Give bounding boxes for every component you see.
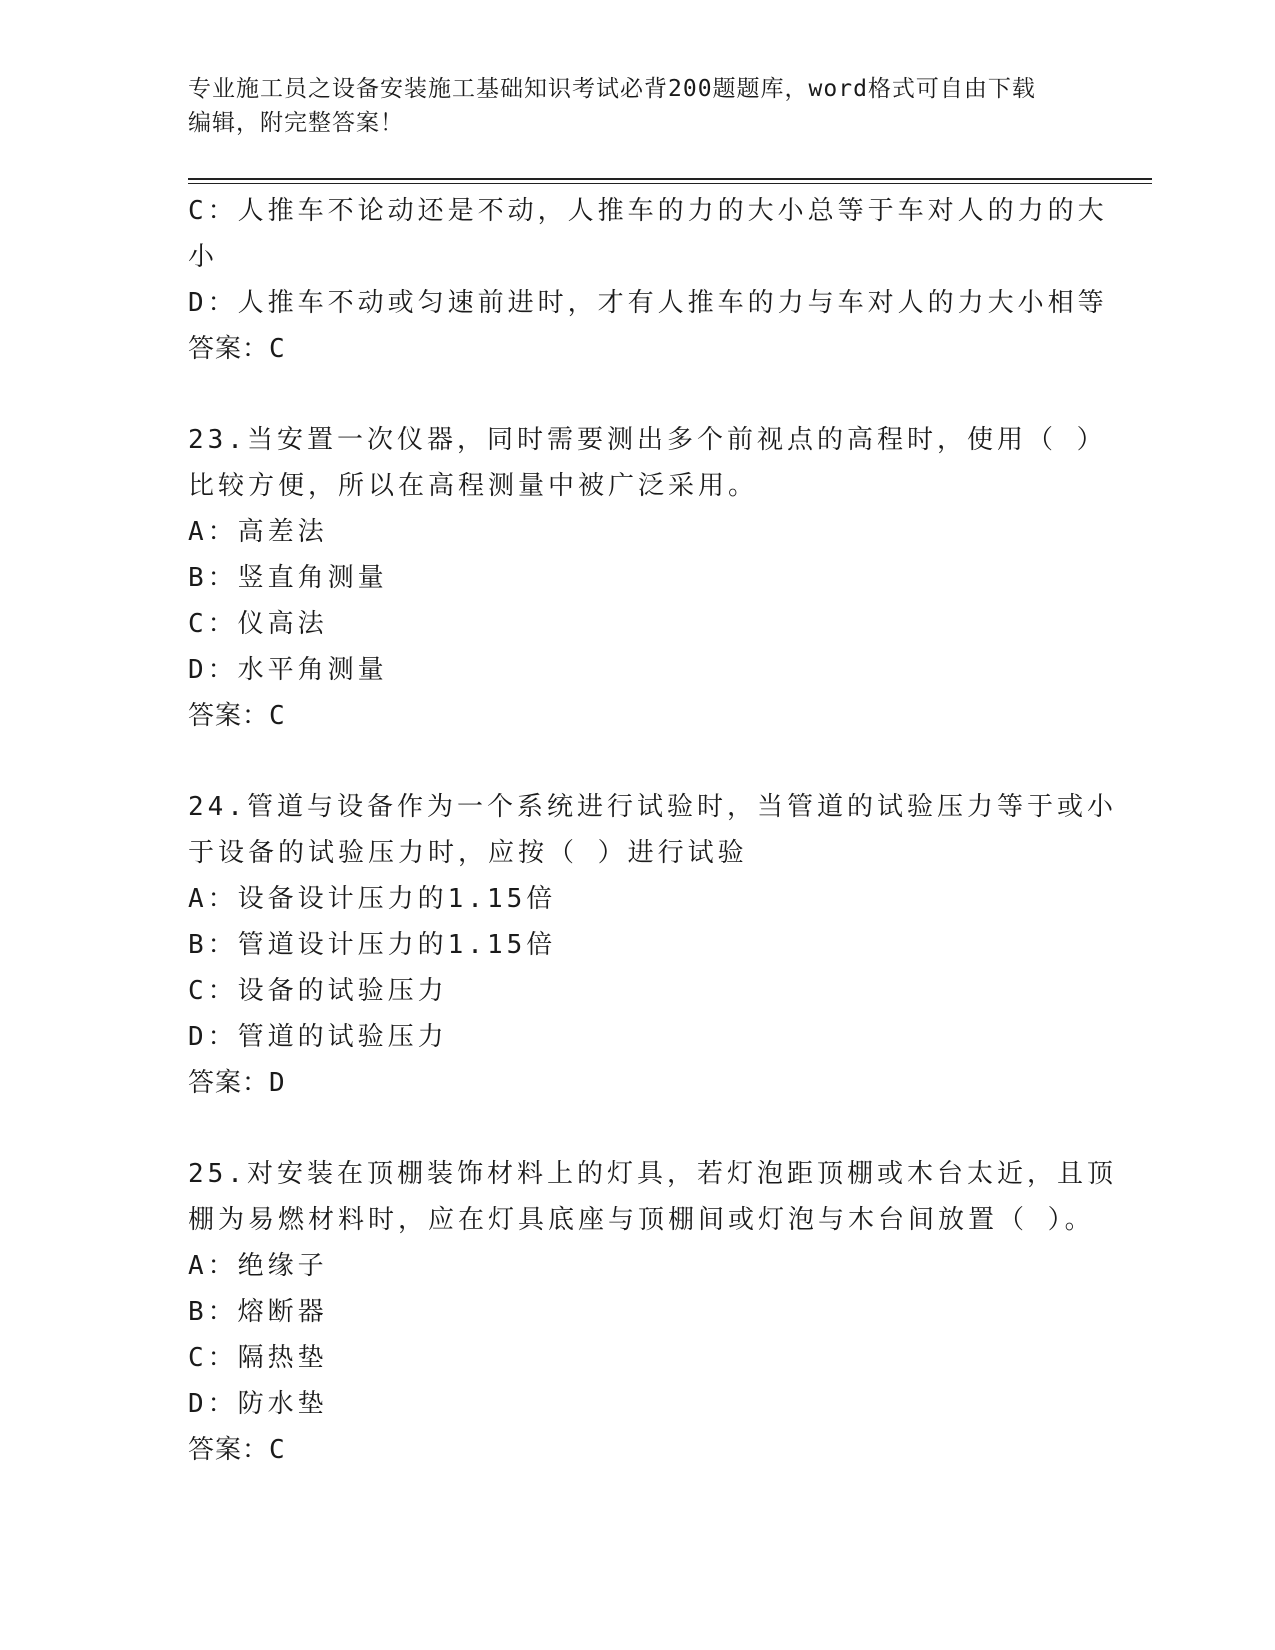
- question-25: [188, 1151, 1117, 1473]
- question-stem-line-2: 棚为易燃材料时，应在灯具底座与顶棚间或灯泡与木台间放置（ ）。: [188, 1205, 1095, 1235]
- answer: 答案：C: [188, 701, 286, 731]
- document-header: [188, 72, 1068, 140]
- answer: 答案：D: [188, 1068, 286, 1098]
- option-a: A：设备设计压力的1.15倍: [188, 884, 557, 914]
- option-c-line-2: 小: [188, 242, 219, 272]
- question-stem-line-1: 24.管道与设备作为一个系统进行试验时，当管道的试验压力等于或小: [188, 792, 1117, 822]
- spacer: [188, 372, 1088, 417]
- question-24: [188, 784, 1117, 1106]
- question-stem-line-2: 于设备的试验压力时，应按（ ）进行试验: [188, 838, 748, 868]
- option-b: B：竖直角测量: [188, 563, 388, 593]
- question-stem-line-2: 比较方便，所以在高程测量中被广泛采用。: [188, 471, 759, 501]
- answer: 答案：C: [188, 334, 286, 364]
- option-b: B：管道设计压力的1.15倍: [188, 930, 557, 960]
- option-d: D：管道的试验压力: [188, 1022, 448, 1052]
- header-divider-thick: [188, 178, 1152, 180]
- option-a: A：绝缘子: [188, 1251, 328, 1281]
- answer: 答案：C: [188, 1435, 286, 1465]
- header-divider-thin: [188, 183, 1152, 184]
- option-c: C：设备的试验压力: [188, 976, 448, 1006]
- option-c-line-1: C：人推车不论动还是不动，人推车的力的大小总等于车对人的力的大: [188, 196, 1108, 226]
- header-title-line-1: 专业施工员之设备安装施工基础知识考试必背200题题库，word格式可自由下载: [188, 76, 1036, 102]
- question-22-continued: [188, 188, 1108, 372]
- option-d: D：防水垫: [188, 1389, 328, 1419]
- option-b: B：熔断器: [188, 1297, 328, 1327]
- option-d: D：人推车不动或匀速前进时，才有人推车的力与车对人的力大小相等: [188, 288, 1108, 318]
- header-title-line-2: 编辑，附完整答案！: [188, 110, 404, 136]
- spacer: [188, 739, 1088, 784]
- document-body: [188, 188, 1117, 1473]
- question-23: [188, 417, 1107, 739]
- option-c: C：隔热垫: [188, 1343, 328, 1373]
- option-d: D：水平角测量: [188, 655, 388, 685]
- spacer: [188, 1106, 1088, 1151]
- question-stem-line-1: 25.对安装在顶棚装饰材料上的灯具，若灯泡距顶棚或木台太近，且顶: [188, 1159, 1117, 1189]
- option-a: A：高差法: [188, 517, 328, 547]
- option-c: C：仪高法: [188, 609, 328, 639]
- question-stem-line-1: 23.当安置一次仪器，同时需要测出多个前视点的高程时，使用（ ）: [188, 425, 1107, 455]
